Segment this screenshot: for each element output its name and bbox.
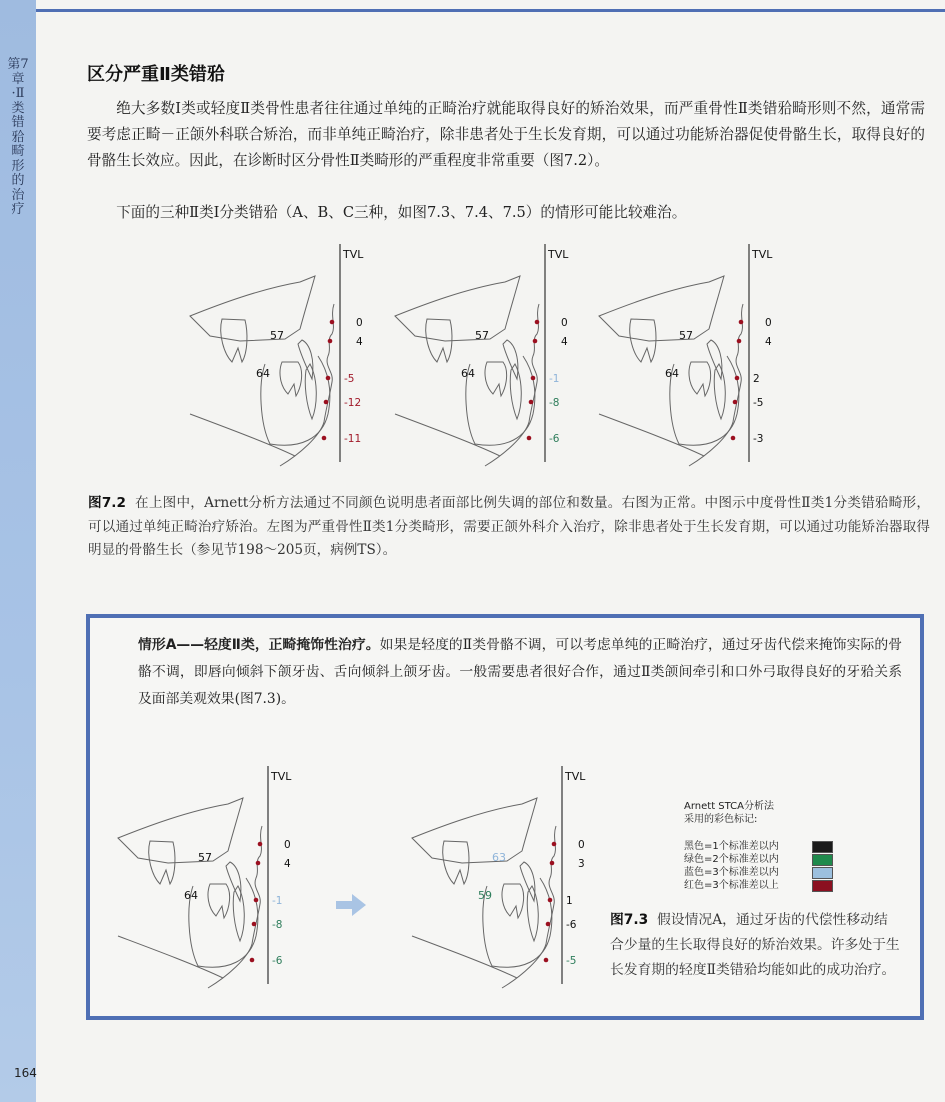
- fig73-after-landmark-point: [552, 842, 557, 847]
- legend-item: [684, 840, 833, 853]
- fig72-2-soft-tissue-profile: [689, 304, 743, 466]
- fig73-before-measurement-value: 4: [284, 858, 291, 870]
- fig72-2-measurement-value: -3: [753, 433, 764, 445]
- chapter-label: 第7章·Ⅱ类错𬌗畸形的治疗: [7, 57, 29, 217]
- fig73-after-lower-tooth-value: 59: [478, 889, 492, 902]
- fig72-1-lower-molar-icon: [485, 362, 507, 396]
- fig72-0-landmark-point: [324, 400, 329, 405]
- fig72-2-upper-tooth-value: 57: [679, 329, 693, 342]
- fig72-2-tvl-label: TVL: [752, 248, 773, 261]
- fig73-after-landmark-point: [544, 958, 549, 963]
- legend-title-1: Arnett STCA分析法: [684, 801, 774, 812]
- fig72-1-landmark-point: [529, 400, 534, 405]
- fig72-2-measurement-value: -5: [753, 397, 764, 409]
- fig72-1-soft-tissue-profile: [485, 304, 539, 466]
- legend-color-swatch: [812, 880, 833, 892]
- legend-color-swatch: [812, 841, 833, 853]
- figure-7-3-caption-text: 假设情况A，通过牙齿的代偿性移动结合少量的生长取得良好的矫治效果。许多处于生长发育期的轻度Ⅱ类错𬌗均能如此的成功治疗。: [610, 912, 900, 978]
- case-a-paragraph: [138, 632, 902, 713]
- fig72-0-landmark-point: [322, 436, 327, 441]
- fig73-before-soft-tissue-profile: [208, 826, 262, 988]
- fig73-after-measurement-value: 1: [566, 895, 573, 907]
- fig73-after-measurement-value: 0: [578, 839, 585, 851]
- fig73-after-panel: [412, 766, 586, 988]
- fig73-after-tvl-label: TVL: [565, 770, 586, 783]
- fig72-1-measurement-value: 0: [561, 317, 568, 329]
- chapter-sidebar: [0, 0, 36, 1102]
- paragraph-2: 下面的三种Ⅱ类Ⅰ分类错𬌗（A、B、C三种，如图7.3、7.4、7.5）的情形可能比较难治。: [116, 204, 687, 221]
- figure-7-3-label: 图7.3: [610, 912, 649, 928]
- fig73-after-lower-incisor-icon: [527, 886, 538, 941]
- fig72-2-measurement-value: 0: [765, 317, 772, 329]
- figure-7-2-caption: [88, 492, 930, 563]
- fig72-1-measurement-value: -1: [549, 373, 560, 385]
- fig73-before-landmark-point: [256, 861, 261, 866]
- case-a-box: [86, 614, 924, 1020]
- fig73-after-measurement-value: -6: [566, 919, 577, 931]
- fig73-after-landmark-point: [550, 861, 555, 866]
- fig73-before-landmark-point: [254, 898, 259, 903]
- page-number: 164: [14, 1066, 37, 1080]
- case-a-lead: 情形A——轻度Ⅱ类，正畸掩饰性治疗。: [138, 637, 380, 653]
- fig72-2-measurement-value: 4: [765, 336, 772, 348]
- fig73-after-soft-tissue-profile: [502, 826, 556, 988]
- legend-item-label: 蓝色=3个标准差以内: [684, 867, 779, 878]
- fig73-before-measurement-value: -8: [272, 919, 283, 931]
- fig72-0-landmark-point: [326, 376, 331, 381]
- fig72-0-lower-incisor-icon: [305, 364, 316, 419]
- fig73-before-lower-incisor-icon: [233, 886, 244, 941]
- fig73-after-lower-molar-icon: [502, 884, 524, 918]
- fig72-1-measurement-value: -8: [549, 397, 560, 409]
- fig72-0-measurement-value: -11: [344, 433, 362, 445]
- fig72-2-maxilla-outline: [599, 276, 724, 341]
- fig72-0-measurement-value: 4: [356, 336, 363, 348]
- fig72-0-maxilla-outline: [190, 276, 315, 341]
- fig72-0-soft-tissue-profile: [280, 304, 334, 466]
- fig72-2-landmark-point: [739, 320, 744, 325]
- fig72-0-lower-tooth-value: 64: [256, 367, 270, 380]
- fig73-before-lower-molar-icon: [208, 884, 230, 918]
- legend-item: [684, 853, 833, 866]
- fig72-1-lower-tooth-value: 64: [461, 367, 475, 380]
- figure-7-2-label: 图7.2: [88, 495, 126, 511]
- case-a-text: 如果是轻度的Ⅱ类骨骼不调，可以考虑单纯的正畸治疗，通过牙齿代偿来掩饰实际的骨骼不调，即唇向倾斜下颌牙齿、舌向倾斜上颌牙齿。一般需要患者很好合作，通过Ⅱ类颌间牵引和口外弓取得良好的牙𬌗关系及面部美观效果(图7.3)。: [138, 637, 902, 707]
- fig72-0-measurement-value: -12: [344, 397, 362, 409]
- fig72-2-landmark-point: [731, 436, 736, 441]
- fig72-0-measurement-value: 0: [356, 317, 363, 329]
- legend-item: [684, 866, 833, 879]
- legend-item-label: 黑色=1个标准差以内: [684, 841, 779, 852]
- figure-7-2-caption-text: 在上图中，Arnett分析方法通过不同颜色说明患者面部比例失调的部位和数量。右图为正常。中图示中度骨性Ⅱ类1分类错𬌗畸形，可以通过单纯正畸治疗矫治。左图为严重骨性Ⅱ类1分类畸形，需要正颌外科介入治疗，除非患者处于生长发育期，可以通过功能矫治器取得明显的骨骼生长（参见节198～205页，病例TS）。: [88, 495, 930, 558]
- section-title: 区分严重Ⅱ类错𬌗: [87, 64, 225, 85]
- arrow-icon: [336, 894, 366, 916]
- legend-item: [684, 879, 833, 892]
- fig72-1-measurement-value: 4: [561, 336, 568, 348]
- fig72-0-landmark-point: [328, 339, 333, 344]
- fig73-after-upper-tooth-value: 63: [492, 851, 506, 864]
- fig73-before-lower-tooth-value: 64: [184, 889, 198, 902]
- fig72-1-tvl-label: TVL: [548, 248, 569, 261]
- fig72-0-measurement-value: -5: [344, 373, 355, 385]
- fig72-2-landmark-point: [733, 400, 738, 405]
- fig72-0-upper-tooth-value: 57: [270, 329, 284, 342]
- fig72-0-tvl-label: TVL: [343, 248, 364, 261]
- fig73-after-landmark-point: [548, 898, 553, 903]
- fig72-1-landmark-point: [533, 339, 538, 344]
- legend-color-swatch: [812, 854, 833, 866]
- top-rule: [36, 9, 945, 12]
- fig73-after-landmark-point: [546, 922, 551, 927]
- legend-title-2: 采用的彩色标记:: [684, 814, 758, 825]
- fig73-before-measurement-value: -6: [272, 955, 283, 967]
- fig73-before-tvl-label: TVL: [271, 770, 292, 783]
- fig72-2-landmark-point: [735, 376, 740, 381]
- fig73-before-measurement-value: -1: [272, 895, 283, 907]
- fig73-before-panel: [118, 766, 292, 988]
- fig73-before-upper-tooth-value: 57: [198, 851, 212, 864]
- legend-item-label: 绿色=2个标准差以内: [684, 854, 779, 865]
- fig72-2-lower-molar-icon: [689, 362, 711, 396]
- figure-7-3-caption: [610, 908, 900, 983]
- legend-item-label: 红色=3个标准差以上: [684, 880, 779, 891]
- figure-7-2: [180, 240, 800, 472]
- fig72-1-landmark-point: [527, 436, 532, 441]
- fig72-2-measurement-value: 2: [753, 373, 760, 385]
- fig73-after-measurement-value: -5: [566, 955, 577, 967]
- fig73-before-landmark-point: [252, 922, 257, 927]
- fig72-1-landmark-point: [531, 376, 536, 381]
- fig73-before-landmark-point: [250, 958, 255, 963]
- color-legend: [684, 800, 833, 892]
- fig72-0-panel: [190, 244, 364, 466]
- fig73-before-landmark-point: [258, 842, 263, 847]
- fig72-1-maxilla-outline: [395, 276, 520, 341]
- fig72-2-panel: [599, 244, 773, 466]
- fig73-after-measurement-value: 3: [578, 858, 585, 870]
- fig72-1-panel: [395, 244, 569, 466]
- fig73-after-maxilla-outline: [412, 798, 537, 863]
- fig72-1-measurement-value: -6: [549, 433, 560, 445]
- fig72-0-lower-molar-icon: [280, 362, 302, 396]
- paragraph-1: 绝大多数Ⅰ类或轻度Ⅱ类骨性患者往往通过单纯的正畸治疗就能取得良好的矫治效果，而严重骨性Ⅱ类错𬌗畸形则不然，通常需要考虑正畸－正颌外科联合矫治，而非单纯正畸治疗，除非患者处于生长发育期，可以通过功能矫治器促使骨骼生长，取得良好的骨骼生长效应。因此，在诊断时区分骨性Ⅱ类畸形的严重程度非常重要（图7.2）。: [87, 100, 925, 169]
- legend-color-swatch: [812, 867, 833, 879]
- fig73-before-measurement-value: 0: [284, 839, 291, 851]
- fig72-0-landmark-point: [330, 320, 335, 325]
- fig72-2-landmark-point: [737, 339, 742, 344]
- fig73-before-maxilla-outline: [118, 798, 243, 863]
- fig72-2-lower-tooth-value: 64: [665, 367, 679, 380]
- fig72-1-upper-tooth-value: 57: [475, 329, 489, 342]
- fig72-2-lower-incisor-icon: [714, 364, 725, 419]
- fig72-1-lower-incisor-icon: [510, 364, 521, 419]
- fig72-1-landmark-point: [535, 320, 540, 325]
